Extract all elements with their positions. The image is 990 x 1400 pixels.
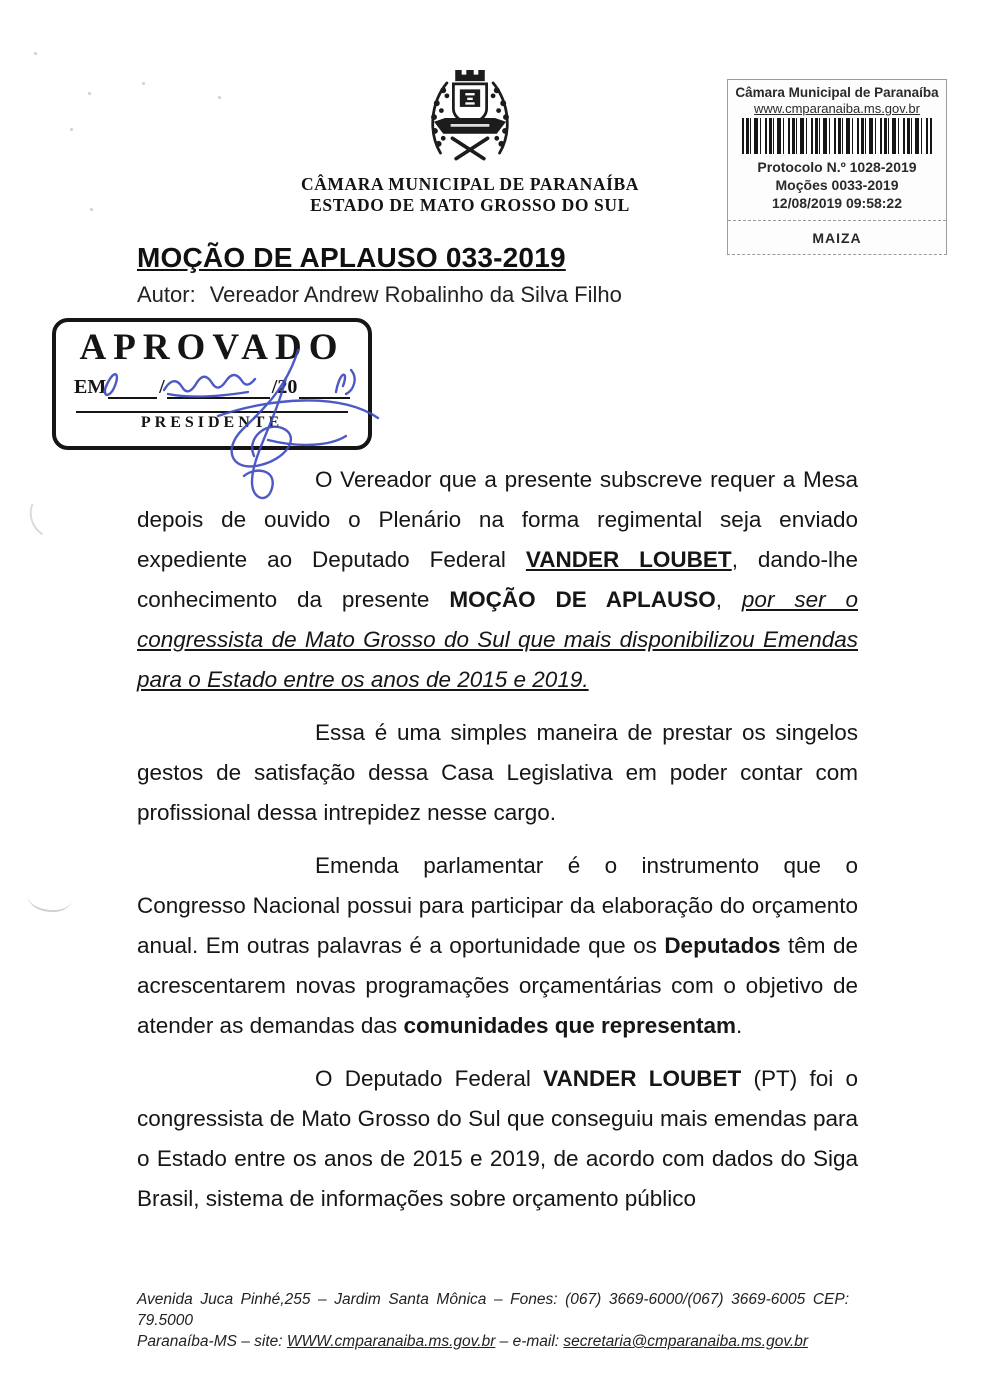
scan-artifact [142,82,145,85]
author-line [137,282,877,308]
sticker-org-name: Câmara Municipal de Paranaíba [735,85,939,100]
scan-artifact [24,487,76,543]
footer-email-label: – e-mail: [495,1333,564,1350]
org-state: ESTADO DE MATO GROSSO DO SUL [310,195,630,215]
footer-address: Avenida Juca Pinhé,255 – Jardim Santa Mônica – Fones: (067) 3669-6000/(067) 3669-6005 CEP: 79.5000 [137,1291,849,1329]
org-name: CÂMARA MUNICIPAL DE PARANAÍBA [300,174,640,194]
stamp-month-blank [167,375,270,399]
stamp-role-label: PRESIDENTE [140,414,284,431]
protocol-datetime: 12/08/2019 09:58:22 [772,195,902,211]
barcode-icon [742,118,932,154]
stamp-signature-line [76,411,348,413]
stamp-year-prefix: /20 [271,376,298,398]
approval-stamp [52,318,372,450]
paragraph-4: O Deputado Federal VANDER LOUBET (PT) foi o congressista de Mato Grosso do Sul que conseguiu mais emendas para o Estado entre os anos de 2015 e 2019, de acordo com dados do Siga Brasil, sistema de informações sobre orçamento público [137,1066,858,1211]
document-body [137,460,858,1232]
stamp-approved-text: APROVADO [79,327,345,368]
protocol-sticker [727,79,947,255]
footer-city: Paranaíba-MS – site: [137,1333,287,1350]
author-label: Autor: [137,282,196,307]
letterhead [255,66,685,216]
scan-artifact [70,128,73,131]
document-title: MOÇÃO DE APLAUSO 033-2019 [137,242,566,273]
paragraph-2: Essa é uma simples maneira de prestar os singelos gestos de satisfação dessa Casa Legislativa em poder contar com profissional dessa intrepidez nesse cargo. [137,720,858,825]
scan-artifact [34,52,37,55]
scan-artifact [218,96,221,99]
protocol-number: Protocolo N.º 1028-2019 [757,159,917,175]
footer-email-link: secretaria@cmparanaiba.ms.gov.br [563,1333,809,1350]
stamp-slash: / [159,376,165,398]
stamp-em-label: EM [74,376,107,398]
sticker-website: www.cmparanaiba.ms.gov.br [754,101,920,116]
footer-contacts [137,1331,849,1352]
stamp-date-row [74,375,350,399]
scan-artifact [88,92,91,95]
title-block [137,242,877,308]
motion-number: Moções 0033-2019 [775,177,899,193]
paragraph-1: O Vereador que a presente subscreve requer a Mesa depois de ouvido o Plenário na forma regimental seja enviado expediente ao Deputado Federal VANDER LOUBET, dando-lhe conhecimento da presente MOÇÃO DE APLAUSO, por ser o congressista de Mato Grosso do Sul que mais disponibilizou Emendas para o Estado entre os anos de 2015 e 2019. [137,467,858,692]
footer-site-link: WWW.cmparanaiba.ms.gov.br [286,1333,496,1350]
stamp-day-blank [108,375,157,399]
scan-artifact [27,882,74,914]
footer [137,1289,849,1352]
author-name: Vereador Andrew Robalinho da Silva Filho [209,282,622,307]
scan-artifact [90,208,93,211]
coat-of-arms [410,66,530,170]
clerk-name: MAIZA [728,220,946,254]
stamp-year-blank [299,375,350,399]
paragraph-3: Emenda parlamentar é o instrumento que o Congresso Nacional possui para participar da elaboração do orçamento anual. Em outras palavras é a oportunidade que os Deputados têm de acrescentarem novas programações orçamentárias com o objetivo de atender as demandas das comunidades que representam. [137,853,858,1038]
